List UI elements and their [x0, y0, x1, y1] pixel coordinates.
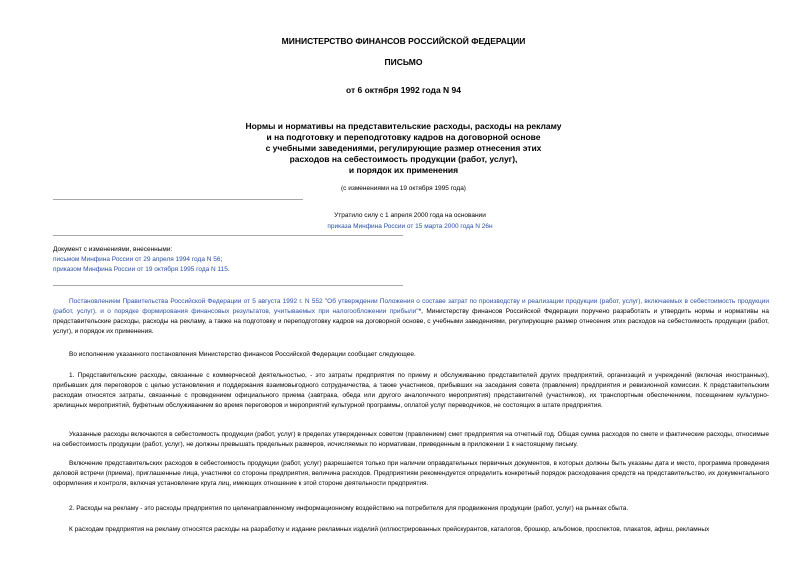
paragraph: Во исполнение указанного постановления Министерство финансов Российской Федерации сообщает следующее.	[69, 351, 416, 358]
ministry-heading: МИНИСТЕРСТВО ФИНАНСОВ РОССИЙСКОЙ ФЕДЕРАЦИИ	[281, 36, 526, 46]
paragraph: 1. Представительские расходы, связанные с коммерческой деятельностью, - это затраты предприятия по приему и обслуживанию представителей других предприятий, организаций и учреждений (включая иностранных), прибывших для переговоров с целью установления и поддержания взаимовыгодного сотрудничества, а также участников, прибывших на заседания совета (правления) предприятия и ревизионной комиссии. К представительским расходам относятся затраты, связанные с проведением официального приема (завтрака, обеда или другого аналогичного мероприятия) представителей (участников), их транспортным обеспечением, посещением культурно-зрелищных мероприятий, буфетным обслуживанием во время переговоров и мероприятий культурной программы, оплатой услуг переводчиков, не состоящих в штате предприятия.	[53, 372, 769, 409]
title-line: расходов на себестоимость продукции (работ, услуг),	[289, 154, 518, 164]
changes-note: (с изменениями на 19 октября 1995 года)	[341, 185, 466, 192]
expiry-notice	[270, 210, 550, 232]
title-line: и порядок их применения	[348, 165, 459, 175]
paragraph: К расходам предприятия на рекламу относятся расходы на разработку и издание рекламных изделий (иллюстрированных прейскурантов, каталогов, брошюр, альбомов, проспектов, плакатов, афиш, рекламных	[69, 526, 710, 533]
divider	[53, 199, 303, 200]
paragraph: 2. Расходы на рекламу - это расходы предприятия по целенаправленному информационному воздействию на потребителя для продвижения продукции (работ, услуг) на рынках сбыта.	[69, 505, 629, 512]
title-line: Нормы и нормативы на представительские расходы, расходы на рекламу	[245, 121, 562, 131]
amendment-item	[53, 255, 230, 265]
resolution-link[interactable]: Постановлением Правительства Российской Федерации от 5 августа 1992 г. N 552 "Об утверждении Положения о составе затрат по производству и реализации продукции (работ, услуг), включаемых в себестоимость продукции (работ, услуг), и о порядке формирования финансовых результатов, учитываемых при налогообложении прибыли"	[53, 298, 769, 315]
amendments-block	[53, 245, 230, 275]
amendments-intro: Документ с изменениями, внесенными:	[53, 246, 173, 253]
paragraph-intro	[53, 297, 769, 337]
document-title	[0, 121, 807, 176]
title-line: с учебными заведениями, регулирующие размер отнесения этих	[265, 143, 542, 153]
title-line: и на подготовку и переподготовку кадров на договорной основе	[266, 132, 541, 142]
amendment-link-1994[interactable]: письмом Минфина России от 29 апреля 1994 года N 56	[53, 256, 221, 263]
document-date: от 6 октября 1992 года N 94	[345, 85, 462, 95]
amendment-item	[53, 265, 230, 275]
amendment-link-1995[interactable]: приказом Минфина России от 19 октября 1995 года N 115	[53, 266, 228, 273]
expiry-order-link[interactable]: приказа Минфина России от 15 марта 2000 года N 26н	[327, 223, 493, 230]
document-type: ПИСЬМО	[384, 57, 423, 67]
expiry-text: Утратило силу с 1 апреля 2000 года на основании	[334, 212, 486, 219]
divider	[53, 285, 403, 286]
paragraph-text: *, Министерству финансов Российской Федерации поручено разработать и утвердить нормы и нормативы на представительские расходы, расходы на рекламу, а также на подготовку и переподготовку кадров на договорной основе, с учебными заведениями, регулирующие размер отнесения этих расходов на себестоимость продукции (работ, услуг), и порядок их применения.	[53, 308, 769, 335]
paragraph: Указанные расходы включаются в себестоимость продукции (работ, услуг) в пределах утвержденных советом (правлением) смет предприятия на отчетный год. Общая сумма расходов по смете и фактические расходы, относимые на себестоимость продукции (работ, услуг), не должны превышать предельных размеров, исчисляемых по нормативам, приведенным в приложении 1 к настоящему письму.	[53, 431, 769, 448]
amendment-separator: ;	[220, 256, 223, 263]
paragraph: Включение представительских расходов в себестоимость продукции (работ, услуг) разрешается только при наличии оправдательных первичных документов, в которых должны быть указаны дата и место, программа проведения деловой встречи (приема), приглашенные лица, участники со стороны предприятия, величина расходов. Предприятиям рекомендуется определить конкретный порядок расходования средств на представительство, их документального оформления и контроля, включая установление круга лиц, имеющих отношение к этой стороне деятельности предприятия.	[53, 460, 769, 487]
amendment-separator: .	[227, 266, 230, 273]
divider	[53, 235, 403, 236]
